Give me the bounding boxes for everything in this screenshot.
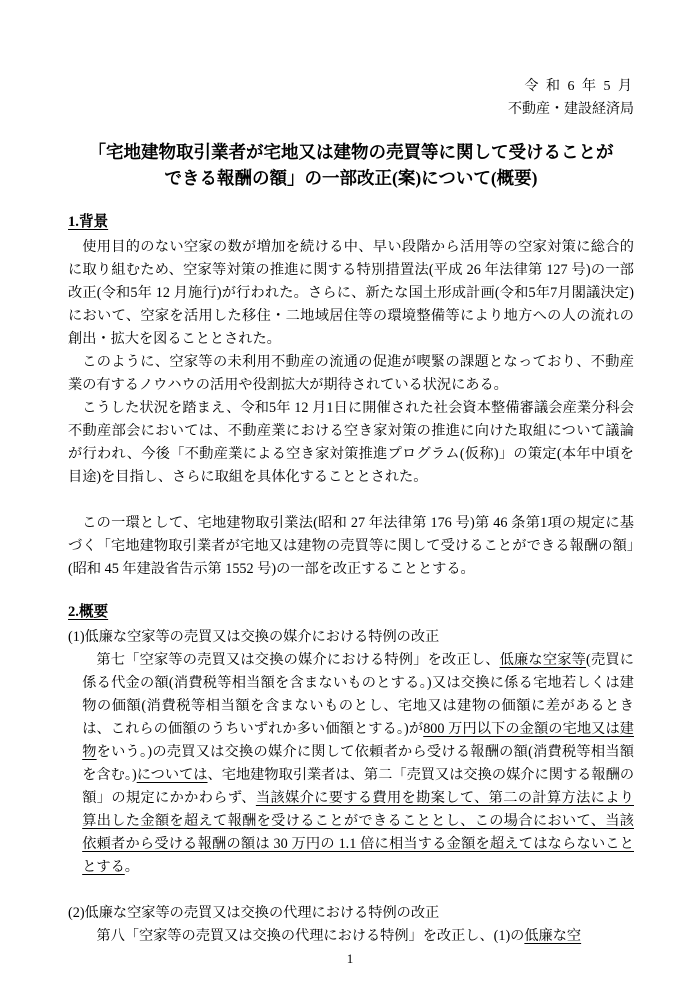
- underlined-text: 低廉な空: [524, 928, 582, 944]
- paragraph: [68, 397, 634, 489]
- text-run: (1)低廉な空家等の売買又は交換の媒介における特例の改正: [68, 629, 440, 645]
- page-number: 1: [346, 951, 354, 966]
- doc-header: [68, 78, 634, 119]
- text-run: 、宅地建物取引業者は、第二「売買又は交換の媒介に関する報酬の額」の規定にかかわらず、: [82, 767, 635, 806]
- text-run: をいう。)の売買又は交換の媒介に関して依頼者から受ける報酬の額(消費税等相当額を含む。): [82, 744, 634, 783]
- underlined-text: 当該媒介に要する費用を勘案して、第二の計算方法により算出した金額を超えて報酬を受けることができることとし、この場合において、当該依頼者から受ける報酬の額は 30 万円の 1.1 倍に相当する金額を超えてはならないこととする: [82, 790, 634, 875]
- underlined-text: 800 万円以下の金額の宅地又は建物: [82, 721, 634, 760]
- underlined-text: 低廉な空家等: [499, 652, 587, 668]
- doc-body: [68, 211, 634, 948]
- blank-line: [68, 879, 634, 902]
- text-run: 第七「空家等の売買又は交換の媒介における特例」を改正し、: [96, 652, 500, 668]
- text-run: 。: [124, 859, 139, 875]
- item-heading: [68, 902, 634, 925]
- text-run: この一環として、宅地建物取引業法(昭和 27 年法律第 176 号)第 46 条第1項の規定に基づく「宅地建物取引業者が宅地又は建物の売買等に関して受けることができる報酬の額」(昭和 45 年建設省告示第 1552 号)の一部を改正することとする。: [68, 515, 634, 577]
- text-run: こうした状況を踏まえ、令和5年 12 月1日に開催された社会資本整備審議会産業分科会不動産部会においては、不動産業における空き家対策の推進に向けた取組について議論が行われ、今後「不動産業による空き家対策推進プログラム(仮称)」の策定(本年中頃を目途)を目指し、さらに取組を具体化することとされた。: [68, 400, 634, 485]
- doc-date: 令 和 6 年 5 月: [524, 79, 634, 94]
- doc-title-line2: できる報酬の額」の一部改正(案)について(概要): [164, 168, 538, 188]
- underlined-text: については: [136, 767, 208, 783]
- item-heading: [68, 626, 634, 649]
- text-run: 第八「空家等の売買又は交換の代理における特例」を改正し、(1)の: [96, 928, 525, 944]
- text-run: このように、空家等の未利用不動産の流通の促進が喫緊の課題となっており、不動産業の有するノウハウの活用や役割拡大が期待されている状況にある。: [68, 354, 634, 393]
- text-run: (2)低廉な空家等の売買又は交換の代理における特例の改正: [68, 905, 440, 921]
- doc-content: [68, 78, 634, 948]
- doc-title: [68, 139, 634, 191]
- blank-line: [68, 489, 634, 512]
- section-heading: 2.概要: [68, 604, 109, 620]
- paragraph: [82, 925, 634, 948]
- doc-title-line1: 「宅地建物取引業者が宅地又は建物の売買等に関して受けることが: [88, 142, 614, 162]
- section-heading: 1.背景: [68, 214, 109, 230]
- text-run: 使用目的のない空家の数が増加を続ける中、早い段階から活用等の空家対策に総合的に取り組むため、空家等対策の推進に関する特別措置法(平成 26 年法律第 127 号)の一部改正(令和5年 12 月施行)が行われた。さらに、新たな国土形成計画(令和5年7月閣議決定)において、空家を活用した移住・二地域居住等の環境整備等により地方への人の流れの創出・拡大を図ることとされた。: [68, 239, 634, 347]
- paragraph: [82, 649, 634, 879]
- paragraph: [68, 351, 634, 397]
- doc-department: 不動産・建設経済局: [508, 102, 634, 117]
- text-run: (売買に係る代金の額(消費税等相当額を含まないものとする。)又は交換に係る宅地若しくは建物の価額(消費税等相当額を含まないものとし、宅地又は建物の価額に差があるときは、これらの価額のうちいずれか多い価額とする。)が: [82, 652, 634, 737]
- paragraph: [68, 236, 634, 351]
- paragraph: [68, 512, 634, 581]
